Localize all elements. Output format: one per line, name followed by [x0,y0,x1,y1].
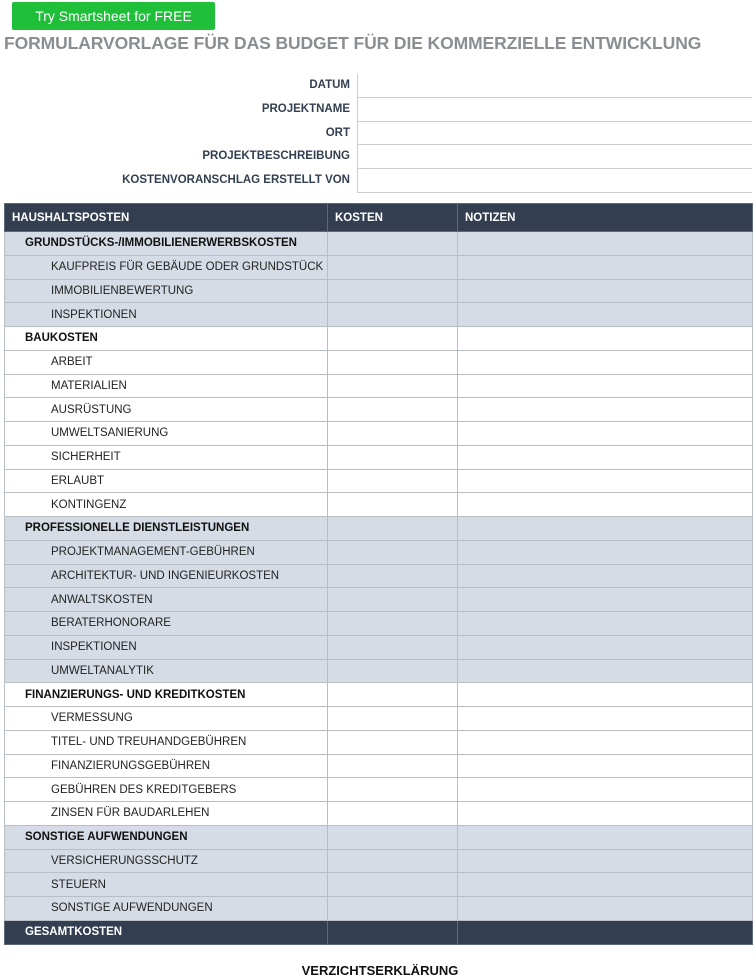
category-label: BAUKOSTEN [5,327,328,351]
line-item-row [5,564,753,588]
project-description-label: PROJEKTBESCHREIBUNG [202,150,350,163]
line-item-row [5,802,753,826]
cost-cell[interactable] [328,778,458,802]
line-item-row [5,873,753,897]
line-item-label: ERLAUBT [5,469,328,493]
cost-cell[interactable] [328,612,458,636]
page-title: FORMULARVORLAGE FÜR DAS BUDGET FÜR DIE KOMMERZIELLE ENTWICKLUNG [4,33,702,53]
line-item-label: ARCHITEKTUR- UND INGENIEURKOSTEN [5,564,328,588]
category-row [5,327,753,351]
project-info-form [0,74,756,193]
line-item-label: PROJEKTMANAGEMENT-GEBÜHREN [5,540,328,564]
cost-cell[interactable] [328,493,458,517]
line-item-label: IMMOBILIENBEWERTUNG [5,279,328,303]
cost-cell[interactable] [328,683,458,707]
line-item-row [5,754,753,778]
line-item-row [5,778,753,802]
line-item-row [5,635,753,659]
notes-cell[interactable] [458,232,753,256]
line-item-row [5,540,753,564]
location-field[interactable] [357,122,752,146]
cost-cell[interactable] [328,849,458,873]
line-item-label: GEBÜHREN DES KREDITGEBERS [5,778,328,802]
notes-cell[interactable] [458,445,753,469]
notes-cell[interactable] [458,469,753,493]
notes-cell[interactable] [458,754,753,778]
cost-cell[interactable] [328,588,458,612]
line-item-label: KONTINGENZ [5,493,328,517]
line-item-label: VERSICHERUNGSSCHUTZ [5,849,328,873]
cost-cell[interactable] [328,635,458,659]
notes-cell[interactable] [458,659,753,683]
cost-cell[interactable] [328,540,458,564]
notes-cell[interactable] [458,279,753,303]
disclaimer-heading: VERZICHTSERKLÄRUNG [301,963,459,978]
total-row [5,920,753,944]
cost-cell[interactable] [328,825,458,849]
meta-row-date [0,74,756,98]
line-item-label: SICHERHEIT [5,445,328,469]
notes-cell[interactable] [458,255,753,279]
line-item-label: BERATERHONORARE [5,612,328,636]
line-item-label: STEUERN [5,873,328,897]
line-item-label: ARBEIT [5,350,328,374]
budget-table [4,203,753,945]
notes-cell[interactable] [458,540,753,564]
line-item-label: AUSRÜSTUNG [5,398,328,422]
notes-cell[interactable] [458,564,753,588]
total-cost-cell [328,920,458,944]
cost-cell[interactable] [328,327,458,351]
meta-row-location [0,122,756,146]
notes-cell[interactable] [458,588,753,612]
cost-cell[interactable] [328,350,458,374]
line-item-label: INSPEKTIONEN [5,303,328,327]
category-row [5,683,753,707]
line-item-row [5,659,753,683]
cost-cell[interactable] [328,897,458,921]
category-label: FINANZIERUNGS- UND KREDITKOSTEN [5,683,328,707]
prepared-by-field[interactable] [357,169,752,193]
notes-cell[interactable] [458,683,753,707]
line-item-label: ANWALTSKOSTEN [5,588,328,612]
column-header-costs: KOSTEN [328,204,458,232]
line-item-label: SONSTIGE AUFWENDUNGEN [5,897,328,921]
cost-cell[interactable] [328,374,458,398]
meta-row-project-name [0,98,756,122]
meta-row-prepared-by [0,169,756,193]
line-item-label: MATERIALIEN [5,374,328,398]
category-label: GRUNDSTÜCKS-/IMMOBILIENERWERBSKOSTEN [5,232,328,256]
project-name-field[interactable] [357,98,752,122]
notes-cell[interactable] [458,873,753,897]
project-description-field[interactable] [357,145,752,169]
notes-cell[interactable] [458,493,753,517]
notes-cell[interactable] [458,778,753,802]
cost-cell[interactable] [328,659,458,683]
total-label: GESAMTKOSTEN [5,920,328,944]
notes-cell[interactable] [458,398,753,422]
cost-cell[interactable] [328,232,458,256]
date-label: DATUM [309,79,350,91]
cost-cell[interactable] [328,303,458,327]
line-item-row [5,897,753,921]
table-header-row [5,204,753,232]
notes-cell[interactable] [458,327,753,351]
cost-cell[interactable] [328,255,458,279]
cost-cell[interactable] [328,517,458,541]
line-item-row [5,422,753,446]
category-row [5,825,753,849]
cost-cell[interactable] [328,802,458,826]
notes-cell[interactable] [458,825,753,849]
notes-cell[interactable] [458,730,753,754]
cost-cell[interactable] [328,422,458,446]
location-label: ORT [325,126,350,139]
line-item-row [5,730,753,754]
line-item-label: KAUFPREIS FÜR GEBÄUDE ODER GRUNDSTÜCK [5,255,328,279]
line-item-row [5,707,753,731]
notes-cell[interactable] [458,517,753,541]
notes-cell[interactable] [458,612,753,636]
line-item-row [5,588,753,612]
notes-cell[interactable] [458,897,753,921]
cost-cell[interactable] [328,398,458,422]
notes-cell[interactable] [458,303,753,327]
line-item-row [5,469,753,493]
line-item-row [5,279,753,303]
line-item-row [5,493,753,517]
line-item-label: INSPEKTIONEN [5,635,328,659]
category-label: PROFESSIONELLE DIENSTLEISTUNGEN [5,517,328,541]
line-item-row [5,398,753,422]
notes-cell[interactable] [458,350,753,374]
cost-cell[interactable] [328,754,458,778]
category-label: SONSTIGE AUFWENDUNGEN [5,825,328,849]
line-item-label: UMWELTSANIERUNG [5,422,328,446]
meta-row-description [0,145,756,169]
cost-cell[interactable] [328,707,458,731]
project-name-label: PROJEKTNAME [261,102,350,115]
notes-cell[interactable] [458,422,753,446]
date-field[interactable] [357,74,752,98]
notes-cell[interactable] [458,849,753,873]
category-row [5,517,753,541]
line-item-row [5,849,753,873]
line-item-row [5,350,753,374]
category-row [5,232,753,256]
line-item-label: UMWELTANALYTIK [5,659,328,683]
notes-cell[interactable] [458,635,753,659]
line-item-label: FINANZIERUNGSGEBÜHREN [5,754,328,778]
notes-cell[interactable] [458,802,753,826]
line-item-row [5,255,753,279]
column-header-budget-item: HAUSHALTSPOSTEN [5,204,328,232]
total-notes-cell [458,920,753,944]
cost-cell[interactable] [328,730,458,754]
line-item-row [5,303,753,327]
cost-cell[interactable] [328,469,458,493]
line-item-label: TITEL- UND TREUHANDGEBÜHREN [5,730,328,754]
column-header-notes: NOTIZEN [458,204,753,232]
try-smartsheet-button[interactable]: Try Smartsheet for FREE [12,2,215,30]
cost-cell[interactable] [328,873,458,897]
line-item-row [5,445,753,469]
line-item-row [5,374,753,398]
cost-cell[interactable] [328,564,458,588]
notes-cell[interactable] [458,374,753,398]
line-item-label: VERMESSUNG [5,707,328,731]
line-item-row [5,612,753,636]
cost-cell[interactable] [328,445,458,469]
notes-cell[interactable] [458,707,753,731]
cost-cell[interactable] [328,279,458,303]
prepared-by-label: KOSTENVORANSCHLAG ERSTELLT VON [122,174,350,187]
line-item-label: ZINSEN FÜR BAUDARLEHEN [5,802,328,826]
